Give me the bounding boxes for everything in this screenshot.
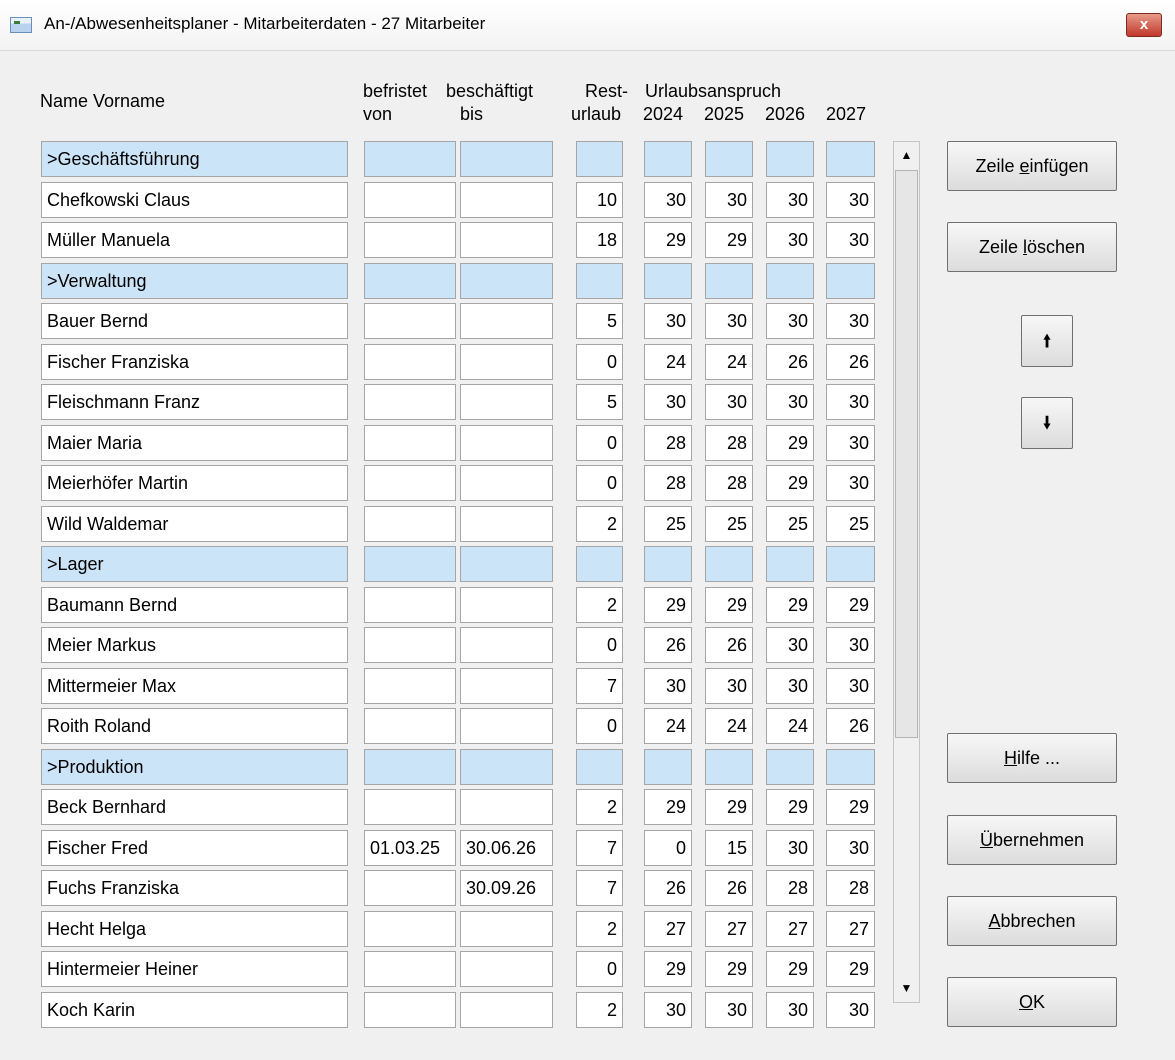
- year-2024-cell[interactable]: 30: [644, 992, 692, 1028]
- rest-urlaub-cell[interactable]: 2: [576, 587, 623, 623]
- name-cell[interactable]: Beck Bernhard: [41, 789, 348, 825]
- year-2025-cell[interactable]: 29: [705, 951, 753, 987]
- rest-urlaub-cell[interactable]: 7: [576, 830, 623, 866]
- name-cell[interactable]: Bauer Bernd: [41, 303, 348, 339]
- year-2027-cell[interactable]: 30: [826, 384, 875, 420]
- year-2025-cell[interactable]: 28: [705, 425, 753, 461]
- rest-urlaub-cell[interactable]: 2: [576, 789, 623, 825]
- year-2024-cell[interactable]: 30: [644, 182, 692, 218]
- rest-urlaub-cell[interactable]: [576, 546, 623, 582]
- apply-mnemonic: Ü: [979, 830, 993, 850]
- move-down-button[interactable]: [1021, 397, 1073, 449]
- header-befristet: befristet: [363, 81, 428, 101]
- year-2024-cell[interactable]: 24: [644, 708, 692, 744]
- von-cell[interactable]: [364, 627, 456, 663]
- rest-urlaub-cell[interactable]: [576, 263, 623, 299]
- bis-cell[interactable]: 30.09.26: [460, 870, 553, 906]
- year-2025-cell[interactable]: 30: [705, 384, 753, 420]
- bis-cell[interactable]: [460, 708, 553, 744]
- von-cell[interactable]: [364, 344, 456, 380]
- name-cell[interactable]: Roith Roland: [41, 708, 348, 744]
- year-2025-cell[interactable]: 24: [705, 344, 753, 380]
- header-urlaubsanspruch: Urlaubsanspruch: [645, 81, 782, 101]
- year-2027-cell[interactable]: 30: [826, 668, 875, 704]
- von-cell[interactable]: [364, 587, 456, 623]
- bis-cell[interactable]: [460, 627, 553, 663]
- von-cell[interactable]: [364, 911, 456, 947]
- year-2025-cell[interactable]: 26: [705, 627, 753, 663]
- bis-cell[interactable]: [460, 465, 553, 501]
- bis-cell[interactable]: [460, 789, 553, 825]
- year-2026-cell[interactable]: 30: [766, 303, 814, 339]
- bis-cell[interactable]: [460, 587, 553, 623]
- rest-urlaub-cell[interactable]: 2: [576, 992, 623, 1028]
- help-label: ilfe ...: [1016, 748, 1060, 768]
- von-cell[interactable]: [364, 992, 456, 1028]
- name-cell[interactable]: Maier Maria: [41, 425, 348, 461]
- year-2024-cell[interactable]: 30: [644, 668, 692, 704]
- year-2024-cell[interactable]: 30: [644, 303, 692, 339]
- year-2024-cell[interactable]: [644, 263, 692, 299]
- von-cell[interactable]: [364, 141, 456, 177]
- von-cell[interactable]: [364, 425, 456, 461]
- year-2024-cell[interactable]: 26: [644, 870, 692, 906]
- move-up-button[interactable]: [1021, 315, 1073, 367]
- bis-cell[interactable]: [460, 992, 553, 1028]
- year-2026-cell[interactable]: [766, 546, 814, 582]
- von-cell[interactable]: [364, 303, 456, 339]
- rest-urlaub-cell[interactable]: 0: [576, 627, 623, 663]
- year-2027-cell[interactable]: 30: [826, 425, 875, 461]
- year-2025-cell[interactable]: [705, 263, 753, 299]
- year-2025-cell[interactable]: 30: [705, 303, 753, 339]
- name-cell[interactable]: >Verwaltung: [41, 263, 348, 299]
- title-bar: [0, 0, 1175, 51]
- cancel-mnemonic: A: [988, 911, 1001, 931]
- arrow-up-icon: 🠙: [1042, 331, 1052, 351]
- year-2026-cell[interactable]: 30: [766, 384, 814, 420]
- rest-urlaub-cell[interactable]: [576, 141, 623, 177]
- year-2027-cell[interactable]: 29: [826, 587, 875, 623]
- year-2027-cell[interactable]: 29: [826, 789, 875, 825]
- year-2024-cell[interactable]: 26: [644, 627, 692, 663]
- year-2025-cell[interactable]: 28: [705, 465, 753, 501]
- year-2024-cell[interactable]: [644, 141, 692, 177]
- year-2026-cell[interactable]: 29: [766, 951, 814, 987]
- name-cell[interactable]: Müller Manuela: [41, 222, 348, 258]
- cancel-button[interactable]: [947, 896, 1117, 946]
- year-2027-cell[interactable]: 30: [826, 992, 875, 1028]
- rest-urlaub-cell[interactable]: [576, 749, 623, 785]
- year-2027-cell[interactable]: 27: [826, 911, 875, 947]
- rest-urlaub-cell[interactable]: 7: [576, 870, 623, 906]
- rest-urlaub-cell[interactable]: 0: [576, 951, 623, 987]
- ok-button[interactable]: [947, 977, 1117, 1027]
- name-cell[interactable]: Chefkowski Claus: [41, 182, 348, 218]
- name-cell[interactable]: Hecht Helga: [41, 911, 348, 947]
- scroll-down-icon[interactable]: ▼: [900, 981, 913, 995]
- bis-cell[interactable]: [460, 182, 553, 218]
- rest-urlaub-cell[interactable]: 0: [576, 425, 623, 461]
- bis-cell[interactable]: [460, 668, 553, 704]
- cancel-label: bbrechen: [1000, 911, 1076, 931]
- year-2024-cell[interactable]: 24: [644, 344, 692, 380]
- year-2025-cell[interactable]: 15: [705, 830, 753, 866]
- help-mnemonic: H: [1003, 748, 1017, 768]
- delete-row-mnemonic: l: [1022, 237, 1027, 257]
- von-cell[interactable]: [364, 951, 456, 987]
- apply-label: bernehmen: [992, 830, 1085, 850]
- year-2025-cell[interactable]: 30: [705, 992, 753, 1028]
- header-beschaeftigt: beschäftigt: [446, 81, 534, 101]
- header-year-2026: 2026: [765, 104, 806, 124]
- name-cell[interactable]: Fischer Fred: [41, 830, 348, 866]
- year-2024-cell[interactable]: 29: [644, 951, 692, 987]
- year-2024-cell[interactable]: 30: [644, 384, 692, 420]
- von-cell[interactable]: [364, 263, 456, 299]
- year-2027-cell[interactable]: [826, 141, 875, 177]
- year-2025-cell[interactable]: 29: [705, 789, 753, 825]
- year-2027-cell[interactable]: 25: [826, 506, 875, 542]
- header-urlaub: urlaub: [571, 104, 622, 124]
- scroll-thumb[interactable]: [895, 170, 918, 738]
- year-2025-cell[interactable]: 27: [705, 911, 753, 947]
- apply-button[interactable]: [947, 815, 1117, 865]
- year-2025-cell[interactable]: 29: [705, 222, 753, 258]
- year-2026-cell[interactable]: 29: [766, 587, 814, 623]
- close-button[interactable]: x: [1126, 13, 1162, 37]
- year-2026-cell[interactable]: 26: [766, 344, 814, 380]
- bis-cell[interactable]: [460, 384, 553, 420]
- year-2024-cell[interactable]: [644, 546, 692, 582]
- name-cell[interactable]: Fleischmann Franz: [41, 384, 348, 420]
- year-2026-cell[interactable]: 30: [766, 668, 814, 704]
- year-2027-cell[interactable]: [826, 263, 875, 299]
- rest-urlaub-cell[interactable]: 2: [576, 506, 623, 542]
- name-cell[interactable]: Meier Markus: [41, 627, 348, 663]
- year-2027-cell[interactable]: 30: [826, 627, 875, 663]
- scroll-up-icon[interactable]: ▲: [900, 148, 913, 162]
- year-2025-cell[interactable]: [705, 749, 753, 785]
- year-2027-cell[interactable]: [826, 546, 875, 582]
- von-cell[interactable]: [364, 222, 456, 258]
- von-cell[interactable]: [364, 506, 456, 542]
- delete-row-label: Zeile: [978, 237, 1023, 257]
- delete-row-button[interactable]: [947, 222, 1117, 272]
- insert-row-mnemonic: e: [1019, 156, 1030, 176]
- header-von: von: [363, 104, 393, 124]
- von-cell[interactable]: [364, 789, 456, 825]
- year-2024-cell[interactable]: 25: [644, 506, 692, 542]
- year-2025-cell[interactable]: [705, 141, 753, 177]
- year-2027-cell[interactable]: 28: [826, 870, 875, 906]
- year-2026-cell[interactable]: 25: [766, 506, 814, 542]
- year-2025-cell[interactable]: 29: [705, 587, 753, 623]
- year-2026-cell[interactable]: 29: [766, 789, 814, 825]
- bis-cell[interactable]: [460, 506, 553, 542]
- header-bis: bis: [460, 104, 484, 124]
- year-2026-cell[interactable]: [766, 263, 814, 299]
- year-2025-cell[interactable]: [705, 546, 753, 582]
- year-2027-cell[interactable]: 29: [826, 951, 875, 987]
- header-year-2025: 2025: [704, 104, 745, 124]
- bis-cell[interactable]: [460, 951, 553, 987]
- delete-row-label-rest: öschen: [1026, 237, 1086, 257]
- year-2025-cell[interactable]: 30: [705, 668, 753, 704]
- header-year-2027: 2027: [826, 104, 867, 124]
- ok-mnemonic: O: [1018, 992, 1033, 1012]
- year-2026-cell[interactable]: 30: [766, 182, 814, 218]
- year-2027-cell[interactable]: 26: [826, 708, 875, 744]
- name-cell[interactable]: >Produktion: [41, 749, 348, 785]
- rest-urlaub-cell[interactable]: 10: [576, 182, 623, 218]
- year-2027-cell[interactable]: 30: [826, 830, 875, 866]
- rest-urlaub-cell[interactable]: 0: [576, 708, 623, 744]
- name-cell[interactable]: Fischer Franziska: [41, 344, 348, 380]
- rest-urlaub-cell[interactable]: 5: [576, 303, 623, 339]
- year-2026-cell[interactable]: 30: [766, 830, 814, 866]
- year-2027-cell[interactable]: 30: [826, 182, 875, 218]
- name-cell[interactable]: Mittermeier Max: [41, 668, 348, 704]
- arrow-down-icon: 🠛: [1042, 413, 1052, 433]
- year-2025-cell[interactable]: 26: [705, 870, 753, 906]
- name-cell[interactable]: Meierhöfer Martin: [41, 465, 348, 501]
- von-cell[interactable]: [364, 182, 456, 218]
- grid-scrollbar[interactable]: [893, 141, 920, 1003]
- von-cell[interactable]: [364, 749, 456, 785]
- year-2027-cell[interactable]: 30: [826, 303, 875, 339]
- insert-row-label: Zeile: [975, 156, 1020, 176]
- year-2025-cell[interactable]: 24: [705, 708, 753, 744]
- year-2026-cell[interactable]: 29: [766, 425, 814, 461]
- von-cell[interactable]: [364, 546, 456, 582]
- ok-label: K: [1033, 992, 1046, 1012]
- name-cell[interactable]: >Geschäftsführung: [41, 141, 348, 177]
- year-2027-cell[interactable]: 30: [826, 465, 875, 501]
- rest-urlaub-cell[interactable]: 5: [576, 384, 623, 420]
- header-rest: Rest-: [585, 81, 629, 101]
- year-2026-cell[interactable]: [766, 749, 814, 785]
- app-icon: [10, 17, 32, 33]
- year-2026-cell[interactable]: 30: [766, 992, 814, 1028]
- name-cell[interactable]: Koch Karin: [41, 992, 348, 1028]
- header-year-2024: 2024: [643, 104, 684, 124]
- year-2026-cell[interactable]: 24: [766, 708, 814, 744]
- insert-row-label-rest: infügen: [1029, 156, 1089, 176]
- year-2026-cell[interactable]: 30: [766, 222, 814, 258]
- von-cell[interactable]: [364, 708, 456, 744]
- name-cell[interactable]: Baumann Bernd: [41, 587, 348, 623]
- bis-cell[interactable]: [460, 546, 553, 582]
- von-cell[interactable]: [364, 465, 456, 501]
- year-2027-cell[interactable]: [826, 749, 875, 785]
- von-cell[interactable]: 01.03.25: [364, 830, 456, 866]
- year-2026-cell[interactable]: [766, 141, 814, 177]
- year-2026-cell[interactable]: 30: [766, 627, 814, 663]
- name-cell[interactable]: Hintermeier Heiner: [41, 951, 348, 987]
- bis-cell[interactable]: [460, 344, 553, 380]
- year-2024-cell[interactable]: 29: [644, 587, 692, 623]
- bis-cell[interactable]: [460, 425, 553, 461]
- rest-urlaub-cell[interactable]: 0: [576, 344, 623, 380]
- bis-cell[interactable]: [460, 263, 553, 299]
- header-name: Name Vorname: [40, 91, 166, 111]
- year-2024-cell[interactable]: 28: [644, 425, 692, 461]
- year-2027-cell[interactable]: 30: [826, 222, 875, 258]
- year-2026-cell[interactable]: 28: [766, 870, 814, 906]
- year-2024-cell[interactable]: 0: [644, 830, 692, 866]
- bis-cell[interactable]: [460, 141, 553, 177]
- rest-urlaub-cell[interactable]: 18: [576, 222, 623, 258]
- rest-urlaub-cell[interactable]: 0: [576, 465, 623, 501]
- year-2025-cell[interactable]: 30: [705, 182, 753, 218]
- year-2024-cell[interactable]: 29: [644, 789, 692, 825]
- bis-cell[interactable]: [460, 911, 553, 947]
- rest-urlaub-cell[interactable]: 7: [576, 668, 623, 704]
- bis-cell[interactable]: [460, 303, 553, 339]
- name-cell[interactable]: >Lager: [41, 546, 348, 582]
- name-cell[interactable]: Fuchs Franziska: [41, 870, 348, 906]
- name-cell[interactable]: Wild Waldemar: [41, 506, 348, 542]
- bis-cell[interactable]: [460, 749, 553, 785]
- bis-cell[interactable]: 30.06.26: [460, 830, 553, 866]
- year-2024-cell[interactable]: 28: [644, 465, 692, 501]
- year-2024-cell[interactable]: [644, 749, 692, 785]
- year-2024-cell[interactable]: 27: [644, 911, 692, 947]
- year-2027-cell[interactable]: 26: [826, 344, 875, 380]
- rest-urlaub-cell[interactable]: 2: [576, 911, 623, 947]
- von-cell[interactable]: [364, 870, 456, 906]
- help-button[interactable]: [947, 733, 1117, 783]
- von-cell[interactable]: [364, 668, 456, 704]
- insert-row-button[interactable]: [947, 141, 1117, 191]
- year-2026-cell[interactable]: 29: [766, 465, 814, 501]
- year-2024-cell[interactable]: 29: [644, 222, 692, 258]
- von-cell[interactable]: [364, 384, 456, 420]
- year-2026-cell[interactable]: 27: [766, 911, 814, 947]
- year-2025-cell[interactable]: 25: [705, 506, 753, 542]
- bis-cell[interactable]: [460, 222, 553, 258]
- window-title: An-/Abwesenheitsplaner - Mitarbeiterdaten - 27 Mitarbeiter: [44, 14, 486, 33]
